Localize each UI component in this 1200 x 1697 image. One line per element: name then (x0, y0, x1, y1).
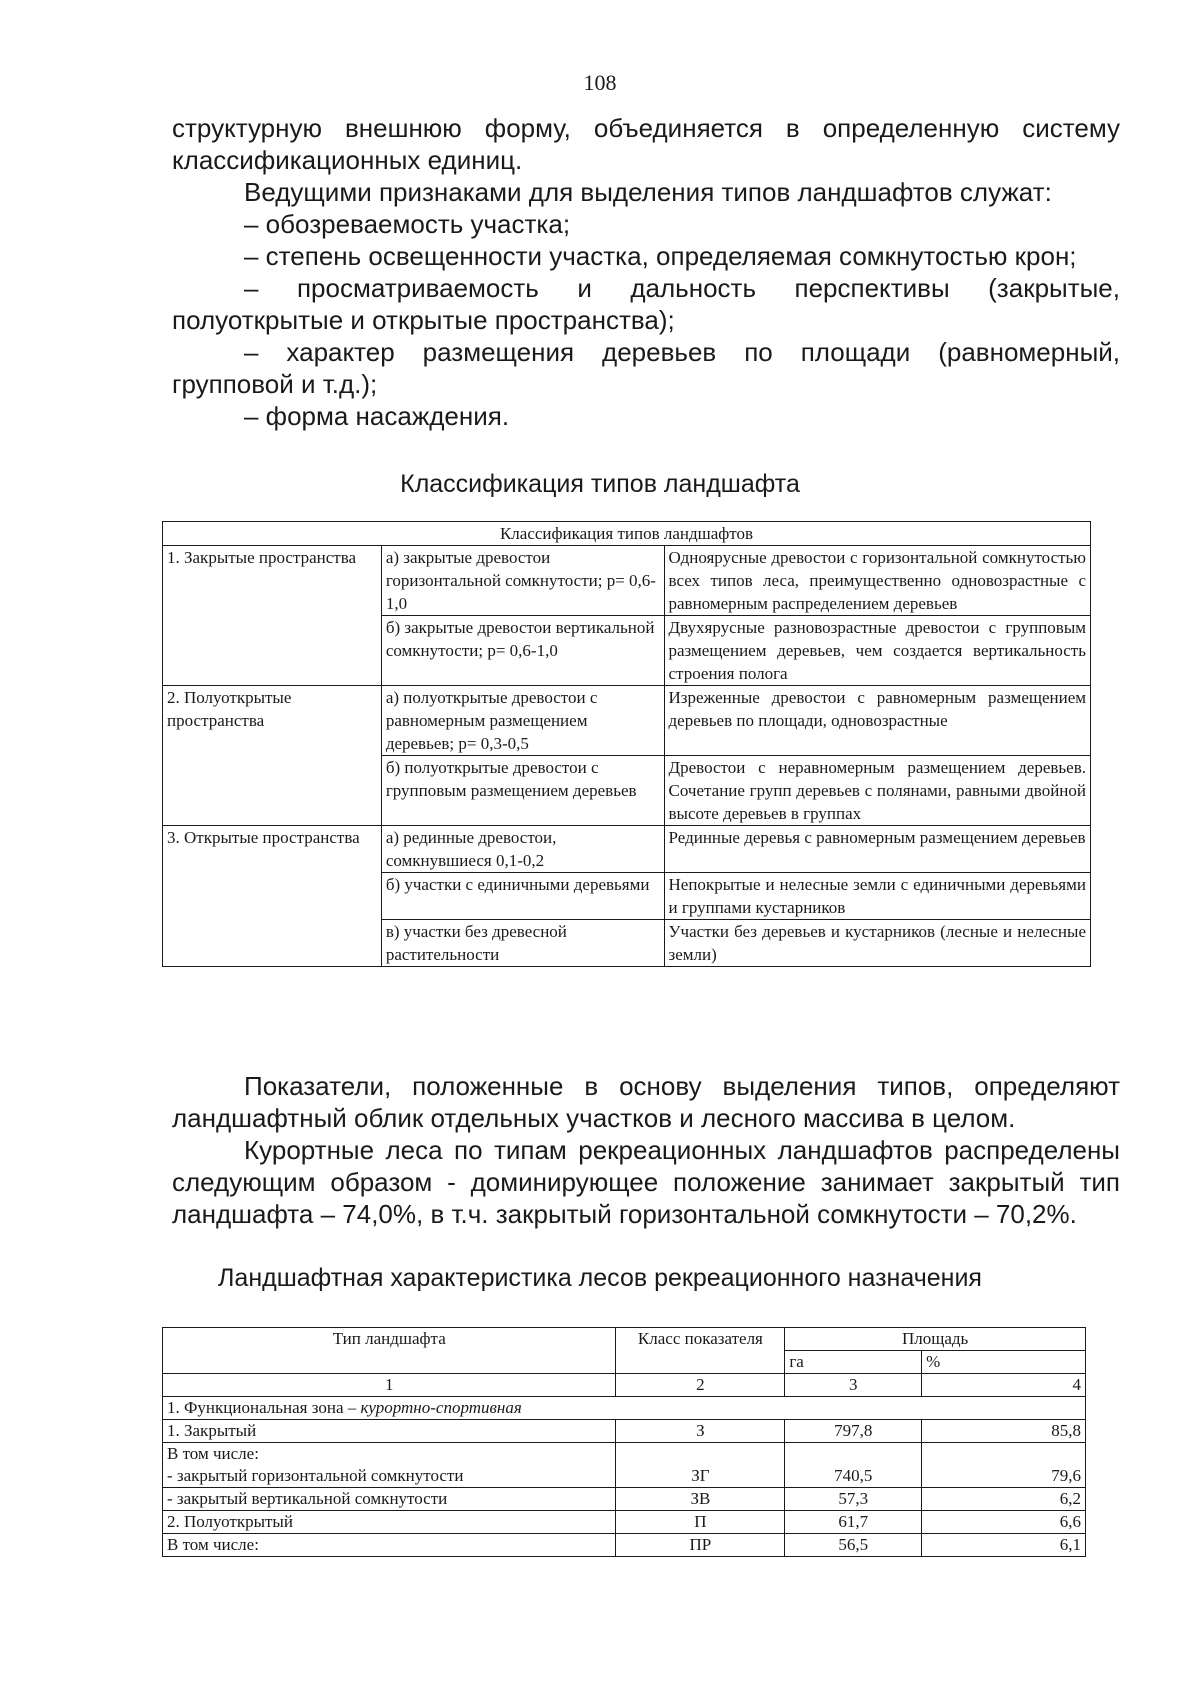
table-row (163, 686, 1091, 756)
table-header: Классификация типов ландшафтов (163, 522, 1091, 546)
subtype-cell: б) участки с единичными деревьями (381, 873, 664, 920)
table-row (163, 1511, 1086, 1534)
col-header-area: Площадь (785, 1328, 1086, 1351)
pct-cell: 6,1 (922, 1534, 1086, 1557)
subtype-cell: а) закрытые древостои горизонтальной сомкнутости; p= 0,6-1,0 (381, 546, 664, 616)
list-item: – форма насаждения. (244, 401, 510, 431)
col-number: 2 (616, 1374, 785, 1397)
ha-cell: 61,7 (785, 1511, 922, 1534)
description-cell: Одноярусные древостои с горизонтальной сомкнутостью всех типов леса, преимущественно одновозрастные с равномерным распределением деревьев (664, 546, 1090, 616)
col-header-class: Класс показателя (616, 1328, 785, 1374)
paragraph: Ведущими признаками для выделения типов ландшафтов служат: (244, 177, 1052, 207)
type-cell-main: - закрытый горизонтальной сомкнутости (167, 1466, 464, 1485)
subtype-cell: б) закрытые древостои вертикальной сомкнутости; p= 0,6-1,0 (381, 616, 664, 686)
col-number: 1 (163, 1374, 616, 1397)
class-cell: З (616, 1420, 785, 1443)
description-cell: Двухярусные разновозрастные древостои с групповым размещением деревьев, чем создается вертикальность строения полога (664, 616, 1090, 686)
paragraph: Показатели, положенные в основу выделения типов, определяют ландшафтный облик отдельных участков и лесного массива в целом. (172, 1071, 1120, 1133)
type-cell: 2. Полуоткрытый (163, 1511, 616, 1534)
landscape-classification-table (162, 521, 1091, 967)
ha-cell: 57,3 (785, 1488, 922, 1511)
group-name: 3. Открытые пространства (163, 826, 382, 967)
ha-cell: 56,5 (785, 1534, 922, 1557)
description-cell: Непокрытые и нелесные земли с единичными деревьями и группами кустарников (664, 873, 1090, 920)
class-cell: П (616, 1511, 785, 1534)
list-item: – обозреваемость участка; (244, 209, 571, 239)
subtype-cell: а) рединные древостои, сомкнувшиеся 0,1-0,2 (381, 826, 664, 873)
col-number: 4 (922, 1374, 1086, 1397)
ha-cell: 797,8 (785, 1420, 922, 1443)
description-cell: Рединные деревья с равномерным размещением деревьев (664, 826, 1090, 873)
list-item: – просматриваемость и дальность перспективы (закрытые, полуоткрытые и открытые пространства); (172, 273, 1120, 335)
table-row (163, 546, 1091, 616)
table-row (163, 826, 1091, 873)
description-cell: Изреженные древостои с равномерным размещением деревьев по площади, одновозрастные (664, 686, 1090, 756)
intro-text (172, 112, 1120, 432)
col-header-pct: % (922, 1351, 1086, 1374)
type-cell: В том числе: (163, 1534, 616, 1557)
class-cell: ЗГ (616, 1443, 785, 1488)
type-cell: 1. Закрытый (163, 1420, 616, 1443)
table-row (163, 1534, 1086, 1557)
zone-prefix: 1. Функциональная зона – (167, 1398, 361, 1417)
list-item: – степень освещенности участка, определяемая сомкнутостью крон; (244, 241, 1077, 271)
pct-cell: 6,2 (922, 1488, 1086, 1511)
zone-title (163, 1397, 1086, 1420)
pct-cell: 79,6 (922, 1443, 1086, 1488)
page-number: 108 (583, 70, 617, 95)
class-cell: ПР (616, 1534, 785, 1557)
table1-caption: Классификация типов ландшафта (400, 470, 800, 498)
type-cell-top: В том числе: (167, 1444, 259, 1463)
subtype-cell: б) полуоткрытые древостои с групповым размещением деревьев (381, 756, 664, 826)
middle-text (172, 1070, 1120, 1230)
subtype-cell: в) участки без древесной растительности (381, 920, 664, 967)
subtype-cell: а) полуоткрытые древостои с равномерным размещением деревьев; p= 0,3-0,5 (381, 686, 664, 756)
description-cell: Древостои с неравномерным размещением деревьев. Сочетание групп деревьев с полянами, равными двойной высоте деревьев в группах (664, 756, 1090, 826)
class-cell: ЗВ (616, 1488, 785, 1511)
zone-name: курортно-спортивная (360, 1398, 522, 1417)
pct-cell: 6,6 (922, 1511, 1086, 1534)
description-cell: Участки без деревьев и кустарников (лесные и нелесные земли) (664, 920, 1090, 967)
list-item: – характер размещения деревьев по площади (равномерный, групповой и т.д.); (172, 337, 1120, 399)
type-cell (163, 1443, 616, 1488)
table-row (163, 1443, 1086, 1488)
pct-cell: 85,8 (922, 1420, 1086, 1443)
ha-cell: 740,5 (785, 1443, 922, 1488)
table-row (163, 1488, 1086, 1511)
col-header-ha: га (785, 1351, 922, 1374)
type-cell: - закрытый вертикальной сомкнутости (163, 1488, 616, 1511)
col-number: 3 (785, 1374, 922, 1397)
table2-caption: Ландшафтная характеристика лесов рекреационного назначения (218, 1264, 982, 1292)
paragraph: Курортные леса по типам рекреационных ландшафтов распределены следующим образом - доминирующее положение занимает закрытый тип ландшафта – 74,0%, в т.ч. закрытый горизонтальной сомкнутости – 70,2%. (172, 1135, 1120, 1229)
zone-row (163, 1397, 1086, 1420)
col-header-type: Тип ландшафта (163, 1328, 616, 1374)
landscape-characteristics-table (162, 1327, 1086, 1557)
table-row (163, 1420, 1086, 1443)
paragraph: структурную внешнюю форму, объединяется в определенную систему классификационных единиц. (172, 113, 1120, 175)
group-name: 1. Закрытые пространства (163, 546, 382, 686)
group-name: 2. Полуоткрытые пространства (163, 686, 382, 826)
